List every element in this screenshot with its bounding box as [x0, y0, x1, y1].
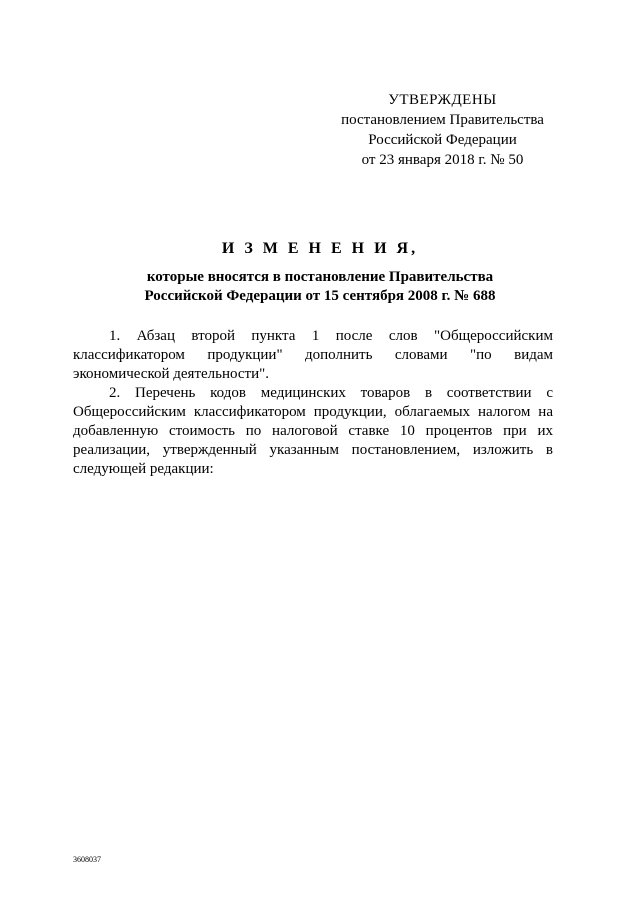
document-title-block: [70, 238, 570, 306]
approval-block: [320, 90, 565, 170]
subtitle-line-2: Российской Федерации от 15 сентября 2008 г. № 688: [144, 288, 496, 304]
document-code: 3608037: [73, 855, 101, 864]
approval-line-1: постановлением Правительства: [341, 112, 544, 128]
paragraph-1: 1. Абзац второй пункта 1 после слов "Общероссийским классификатором продукции" дополнить словами "по видам экономической деятельности".: [73, 328, 553, 382]
subtitle-line-1: которые вносятся в постановление Правительства: [146, 269, 494, 285]
document-title: И З М Е Н Е Н И Я,: [221, 240, 419, 257]
approval-line-3: от 23 января 2018 г. № 50: [361, 152, 524, 168]
approval-line-2: Российской Федерации: [368, 132, 517, 148]
document-subtitle: [70, 268, 570, 306]
approval-heading: УТВЕРЖДЕНЫ: [388, 92, 497, 108]
document-body: [73, 327, 553, 479]
paragraph-2: 2. Перечень кодов медицинских товаров в соответствии с Общероссийским классификатором продукции, облагаемых налогом на добавленную стоимость по налоговой ставке 10 процентов при их реализации, утвержденный указанным постановлением, изложить в следующей редакции:: [73, 385, 553, 477]
